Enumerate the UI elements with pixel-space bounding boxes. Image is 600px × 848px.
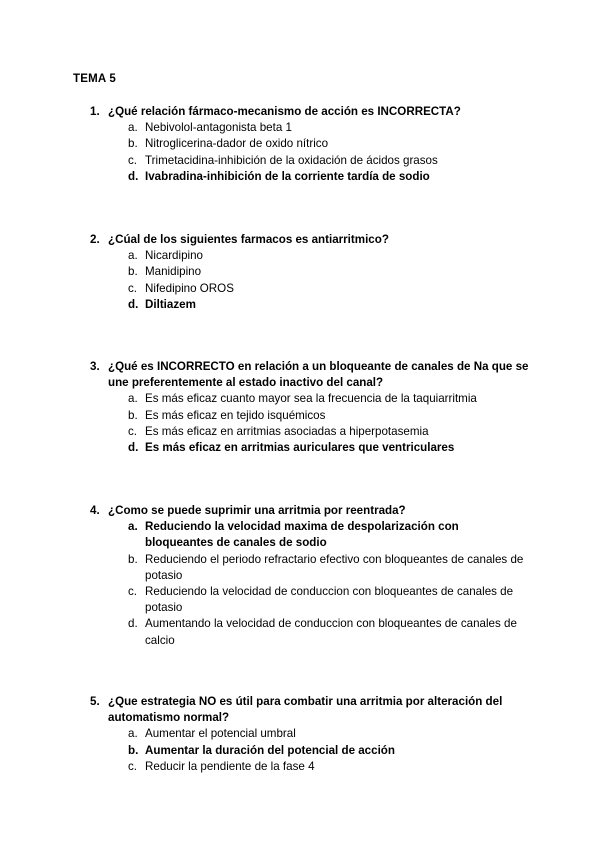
- page-title: TEMA 5: [73, 73, 116, 85]
- option-d-correct: d. Diltiazem: [128, 297, 196, 311]
- option-b: b. Nitroglicerina-dador de oxido nítrico: [128, 137, 329, 151]
- option-c: c. Es más eficaz en arritmias asociadas a hiperpotasemia: [128, 424, 429, 438]
- question-4: [90, 503, 530, 649]
- option-c: c. Reducir la pendiente de la fase 4: [128, 759, 315, 773]
- option-c: c. Nifedipino OROS: [128, 281, 234, 295]
- option-a: a. Nicardipino: [128, 249, 203, 263]
- option-a: a. Nebivolol-antagonista beta 1: [128, 121, 292, 135]
- options-list: [90, 391, 530, 456]
- option-b: b. Manidipino: [128, 265, 202, 279]
- options-list: [90, 120, 530, 185]
- option-b: b. Es más eficaz en tejido isquémicos: [128, 408, 326, 422]
- question-2: [90, 232, 530, 313]
- option-d-correct: d. Es más eficaz en arritmias auriculares que ventriculares: [128, 441, 455, 455]
- question-number: 1.: [90, 105, 100, 118]
- question-5: [90, 694, 530, 775]
- options-list: [90, 726, 530, 775]
- option-a-correct: a. Reduciendo la velocidad maxima de despolarización con bloqueantes de canales de sodio: [128, 520, 459, 550]
- option-d-correct: d. Ivabradina-inhibición de la corriente tardía de sodio: [128, 169, 430, 183]
- option-d: d. Aumentando la velocidad de conduccion con bloqueantes de canales de calcio: [128, 617, 517, 647]
- question-3: [90, 359, 530, 456]
- question-text: 5. ¿Que estrategia NO es útil para combatir una arritmia por alteración del automatismo normal?: [90, 695, 503, 725]
- question-text: 2. ¿Cúal de los siguientes farmacos es antiarritmico?: [90, 232, 530, 248]
- question-text: 3. ¿Qué es INCORRECTO en relación a un bloqueante de canales de Na que se une preferentemente al estado inactivo del canal?: [90, 360, 529, 390]
- option-c: c. Reduciendo la velocidad de conduccion con bloqueantes de canales de potasio: [128, 585, 514, 615]
- question-text: 1. ¿Qué relación fármaco-mecanismo de acción es INCORRECTA?: [90, 104, 530, 120]
- option-b-correct: b. Aumentar la duración del potencial de acción: [128, 743, 395, 757]
- question-number: 2.: [90, 233, 100, 246]
- option-a: a. Aumentar el potencial umbral: [128, 727, 296, 741]
- option-b: b. Reduciendo el periodo refractario efectivo con bloqueantes de canales de potasio: [128, 552, 524, 582]
- option-a: a. Es más eficaz cuanto mayor sea la frecuencia de la taquiarritmia: [128, 392, 477, 406]
- question-number: 5.: [90, 695, 100, 708]
- option-c: c. Trimetacidina-inhibición de la oxidación de ácidos grasos: [128, 153, 438, 167]
- question-number: 4.: [90, 504, 100, 517]
- options-list: [90, 248, 530, 313]
- options-list: [90, 519, 530, 649]
- question-1: [90, 104, 530, 185]
- question-number: 3.: [90, 360, 100, 373]
- question-text: 4. ¿Como se puede suprimir una arritmia por reentrada?: [90, 503, 530, 519]
